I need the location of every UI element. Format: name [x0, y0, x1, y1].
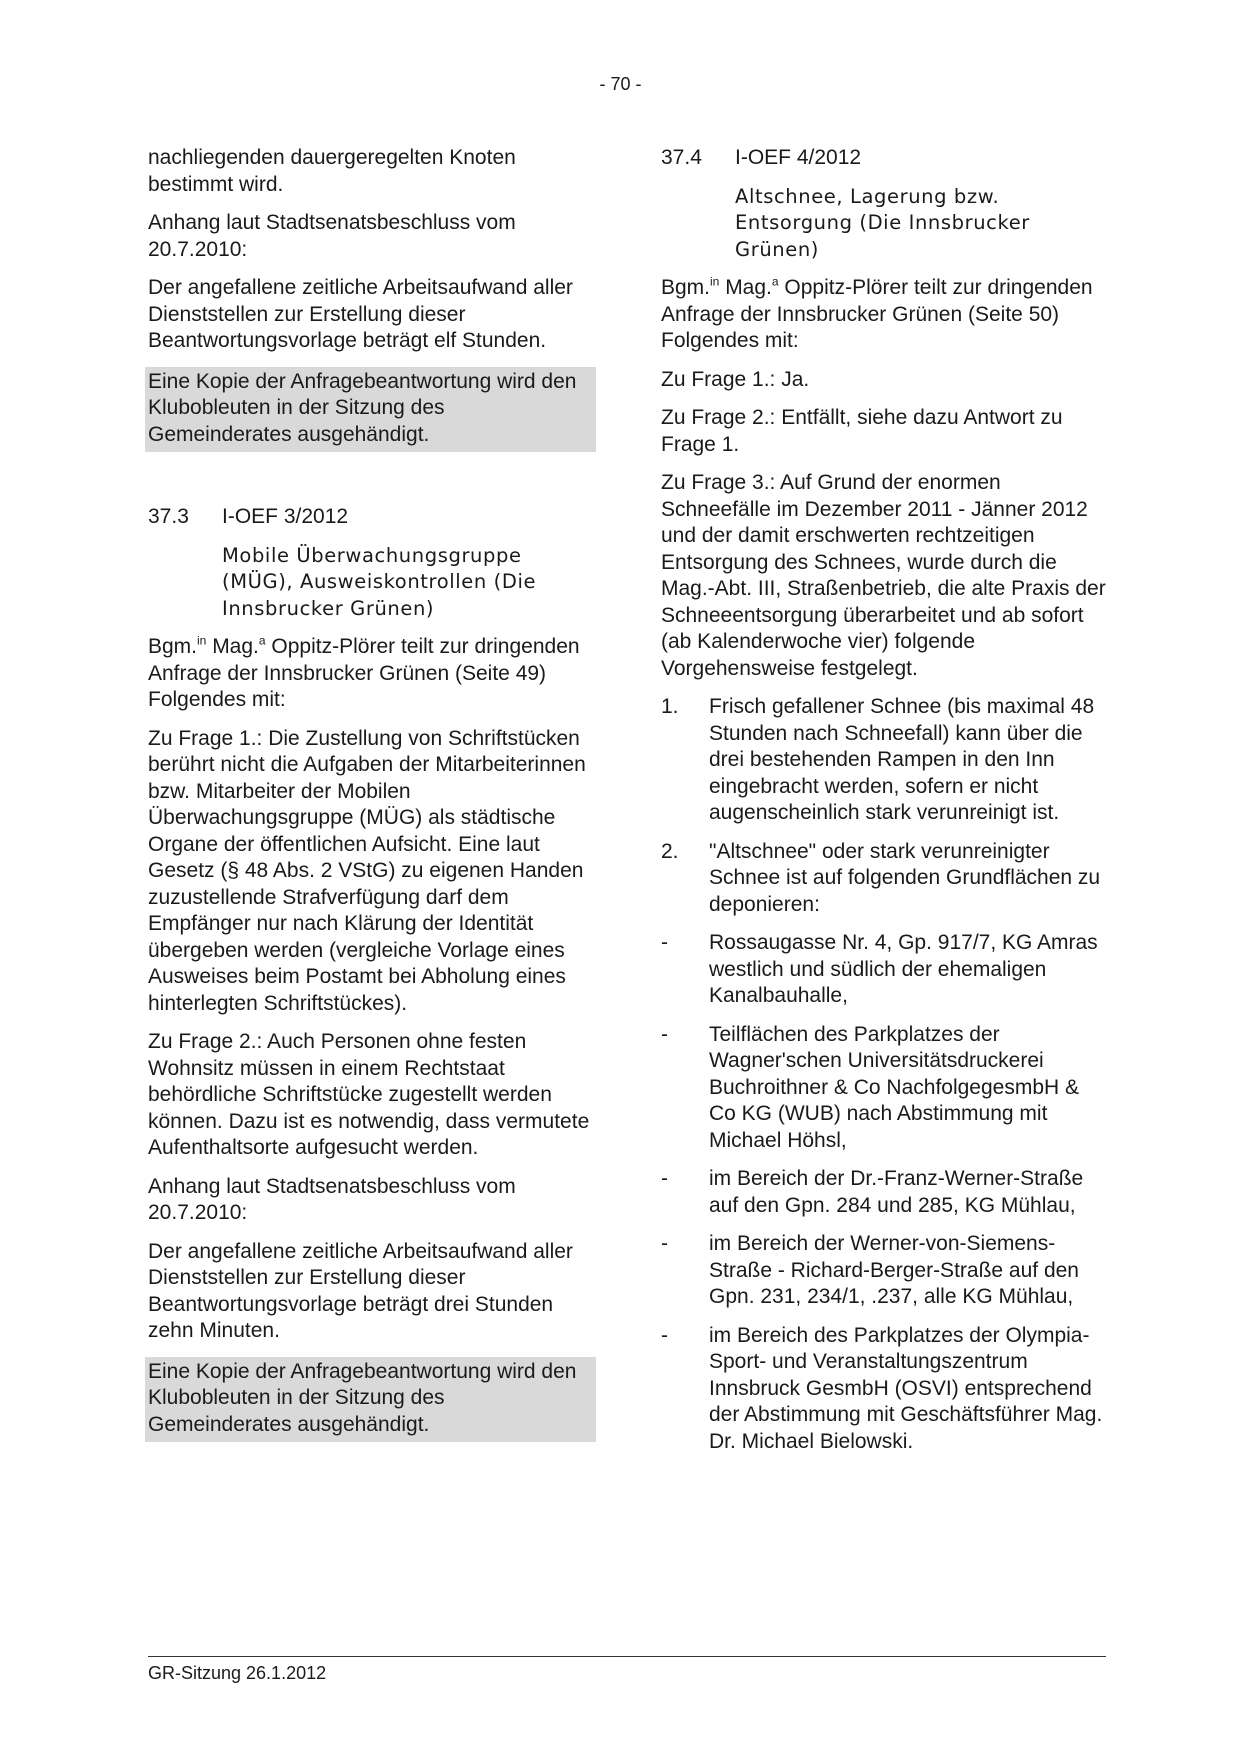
page-number: - 70 - [599, 74, 642, 94]
paragraph-arbeitsaufwand: Der angefallene zeitliche Arbeitsaufwand aller Dienststellen zur Erstellung dieser Beantwortungsvorlage beträgt drei Stunden zehn Minuten. [148, 1239, 573, 1342]
paragraph-anhang: Anhang laut Stadtsenatsbeschluss vom 20.7.2010: [148, 1174, 516, 1224]
bgm-prefix: Bgm. [148, 635, 198, 658]
list-marker: - [661, 931, 668, 954]
section-title: Altschnee, Lagerung bzw. Entsorgung (Die Innsbrucker Grünen) [735, 184, 1030, 261]
paragraph-bgm [661, 275, 1106, 355]
bgm-text: Oppitz-Plörer teilt zur dringenden Anfrage der Innsbrucker Grünen (Seite 49) Folgendes mit: [148, 635, 580, 711]
paragraph-frage-3: Zu Frage 3.: Auf Grund der enormen Schneefälle im Dezember 2011 - Jänner 2012 und der damit erschwerten rechtzeitigen Entsorgung des Schnees, wurde durch die Mag.-Abt. III, Straßenbetrieb, die alte Praxis der Schneeentsorgung überarbeitet und ab sofort (ab Kalenderwoche vier) folgende Vorgehensweise festgelegt. [661, 471, 1106, 680]
dash-list-item [661, 1323, 1106, 1456]
paragraph-frage-2: Zu Frage 2.: Entfällt, siehe dazu Antwort zu Frage 1. [661, 406, 1063, 456]
list-marker: 2. [661, 839, 679, 863]
numbered-list-item [661, 694, 1106, 827]
section-heading-37-4 [661, 145, 1106, 172]
list-marker: - [661, 1167, 668, 1190]
list-marker: - [661, 1022, 668, 1046]
paragraph-intro: nachliegenden dauergeregelten Knoten bestimmt wird. [148, 146, 516, 196]
list-item-text: Frisch gefallener Schnee (bis maximal 48 Stunden nach Schneefall) kann über die drei bestehenden Rampen in den Inn eingebracht werden, sofern er nicht augenscheinlich stark verunreinigt ist. [709, 695, 1095, 824]
paragraph-frage-1: Zu Frage 1.: Die Zustellung von Schriftstücken berührt nicht die Aufgaben der Mitarbeiterinnen bzw. Mitarbeiter der Mobilen Überwachungsgruppe (MÜG) als städtische Organe der öffentlichen Aufsicht. Eine laut Gesetz (§ 48 Abs. 2 VStG) zu eigenen Handen zuzustellende Strafverfügung darf dem Empfänger nur nach Klärung der Identität übergeben werden (vergleiche Vorlage eines Ausweises beim Postamt bei Abholung eines hinterlegten Schriftstückes). [148, 726, 586, 1015]
paragraph-arbeitsaufwand: Der angefallene zeitliche Arbeitsaufwand aller Dienststellen zur Erstellung dieser Beantwortungsvorlage beträgt elf Stunden. [148, 276, 573, 352]
dash-list-item [661, 930, 1106, 1010]
bgm-superscript-in: in [710, 274, 720, 289]
section-number: 37.3 [148, 505, 189, 528]
footer-divider [148, 1656, 1106, 1657]
numbered-list-item [661, 839, 1106, 919]
footer-text: GR-Sitzung 26.1.2012 [148, 1663, 327, 1683]
paragraph-frage-2: Zu Frage 2.: Auch Personen ohne festen Wohnsitz müssen in einem Rechtstaat behördliche Schriftstücke zugestellt werden können. Dazu ist es notwendig, dass vermutete Aufenthaltsorte aufgesucht werden. [148, 1030, 590, 1159]
section-title: Mobile Überwachungsgruppe (MÜG), Ausweiskontrollen (Die Innsbrucker Grünen) [222, 543, 537, 620]
list-item-text: im Bereich der Werner-von-Siemens-Straße - Richard-Berger-Straße auf den Gpn. 231, 234/1, .237, alle KG Mühlau, [709, 1232, 1079, 1308]
section-code: I-OEF 4/2012 [735, 146, 862, 169]
dash-list-item [661, 1231, 1106, 1311]
bgm-superscript-a: a [771, 274, 779, 289]
bgm-mag: Mag. [719, 276, 772, 299]
list-item-text: Rossaugasse Nr. 4, Gp. 917/7, KG Amras westlich und südlich der ehemaligen Kanalbauhalle, [709, 931, 1098, 1007]
list-marker: - [661, 1232, 668, 1255]
highlight-box-kopie: Eine Kopie der Anfragebeantwortung wird den Klubobleuten in der Sitzung des Gemeinderates ausgehändigt. [145, 367, 596, 453]
bgm-superscript-a: a [258, 633, 266, 648]
paragraph-anhang: Anhang laut Stadtsenatsbeschluss vom 20.7.2010: [148, 211, 516, 261]
bgm-prefix: Bgm. [661, 276, 711, 299]
paragraph-bgm [148, 634, 593, 714]
bgm-superscript-in: in [197, 633, 207, 648]
dash-list-item [661, 1022, 1106, 1155]
left-column [148, 145, 593, 1454]
right-column [661, 145, 1106, 1467]
list-marker: - [661, 1323, 668, 1347]
list-item-text: Teilflächen des Parkplatzes der Wagner'schen Universitätsdruckerei Buchroithner & Co NachfolgegesmbH & Co KG (WUB) nach Abstimmung mit Michael Höhsl, [709, 1022, 1080, 1152]
list-item-text: im Bereich der Dr.-Franz-Werner-Straße auf den Gpn. 284 und 285, KG Mühlau, [709, 1167, 1084, 1217]
bgm-mag: Mag. [206, 635, 259, 658]
dash-list-item [661, 1166, 1106, 1219]
section-code: I-OEF 3/2012 [222, 505, 349, 528]
list-item-text: "Altschnee" oder stark verunreinigter Schnee ist auf folgenden Grundflächen zu deponieren: [709, 839, 1101, 916]
list-marker: 1. [661, 695, 679, 718]
section-number: 37.4 [661, 146, 702, 169]
section-heading-37-3 [148, 504, 593, 531]
bgm-text: Oppitz-Plörer teilt zur dringenden Anfrage der Innsbrucker Grünen (Seite 50) Folgendes mit: [661, 276, 1093, 352]
paragraph-frage-1: Zu Frage 1.: Ja. [661, 367, 810, 391]
list-item-text: im Bereich des Parkplatzes der Olympia-Sport- und Veranstaltungszentrum Innsbruck GesmbH (OSVI) entsprechend der Abstimmung mit Geschäftsführer Mag. Dr. Michael Bielowski. [709, 1323, 1103, 1453]
highlight-box-kopie: Eine Kopie der Anfragebeantwortung wird den Klubobleuten in der Sitzung des Gemeinderates ausgehändigt. [145, 1357, 596, 1443]
